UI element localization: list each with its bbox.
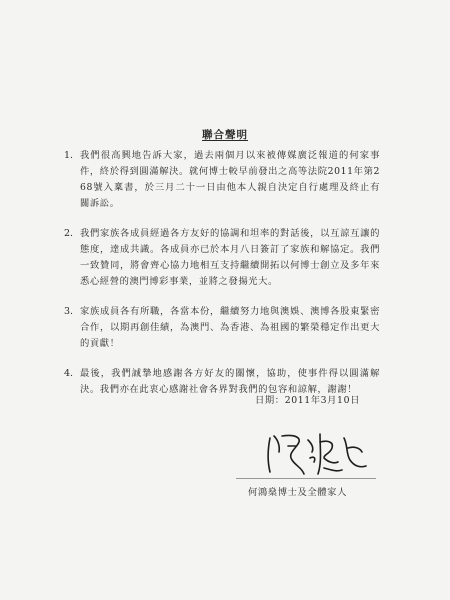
paragraph-number: 2. bbox=[64, 228, 74, 239]
paragraph-list bbox=[64, 148, 380, 412]
paragraph-2 bbox=[64, 226, 380, 290]
paragraph-text: 家族成員各有所職，各當本份，繼續努力地與澳娛、澳博各股東緊密合作，以期再創佳績，為澳門、為香港、為祖國的繁榮穩定作出更大的貢獻！ bbox=[80, 306, 380, 349]
handwritten-signature bbox=[262, 428, 372, 478]
signatory-name: 何鴻燊博士及全體家人 bbox=[248, 487, 347, 498]
statement-date: 日期：2011年3月10日 bbox=[255, 395, 360, 406]
statement-title: 聯合聲明 bbox=[202, 129, 248, 141]
paragraph-1 bbox=[64, 148, 380, 212]
signature-icon bbox=[262, 428, 372, 478]
paragraph-number: 1. bbox=[64, 150, 74, 161]
paragraph-3 bbox=[64, 304, 380, 352]
paragraph-number: 4. bbox=[64, 368, 74, 379]
paragraph-number: 3. bbox=[64, 306, 74, 317]
paragraph-text: 我們很高興地告訴大家，過去兩個月以來被傳媒廣泛報道的何家事件，終於得到圓滿解決。就何博士較早前發出之高等法院2011年第268號入稟書，於三月二十一日由他本人親自決定自行處理及終止有關訴訟。 bbox=[80, 150, 380, 209]
signature-line bbox=[236, 478, 376, 479]
paragraph-text: 最後，我們誠摯地感謝各方好友的關懷，協助，使事件得以圓滿解決。我們亦在此衷心感謝社會各界對我們的包容和諒解，謝謝！ bbox=[80, 368, 380, 395]
paragraph-text: 我們家族各成員經過各方友好的協調和坦率的對話後，以互諒互讓的態度，達成共識。各成員亦已於本月八日簽訂了家族和解協定。我們一致贊同，將會齊心協力地相互支持繼續開拓以何博士創立及多年來悉心經營的澳門博彩事業，並將之發揚光大。 bbox=[80, 228, 380, 287]
